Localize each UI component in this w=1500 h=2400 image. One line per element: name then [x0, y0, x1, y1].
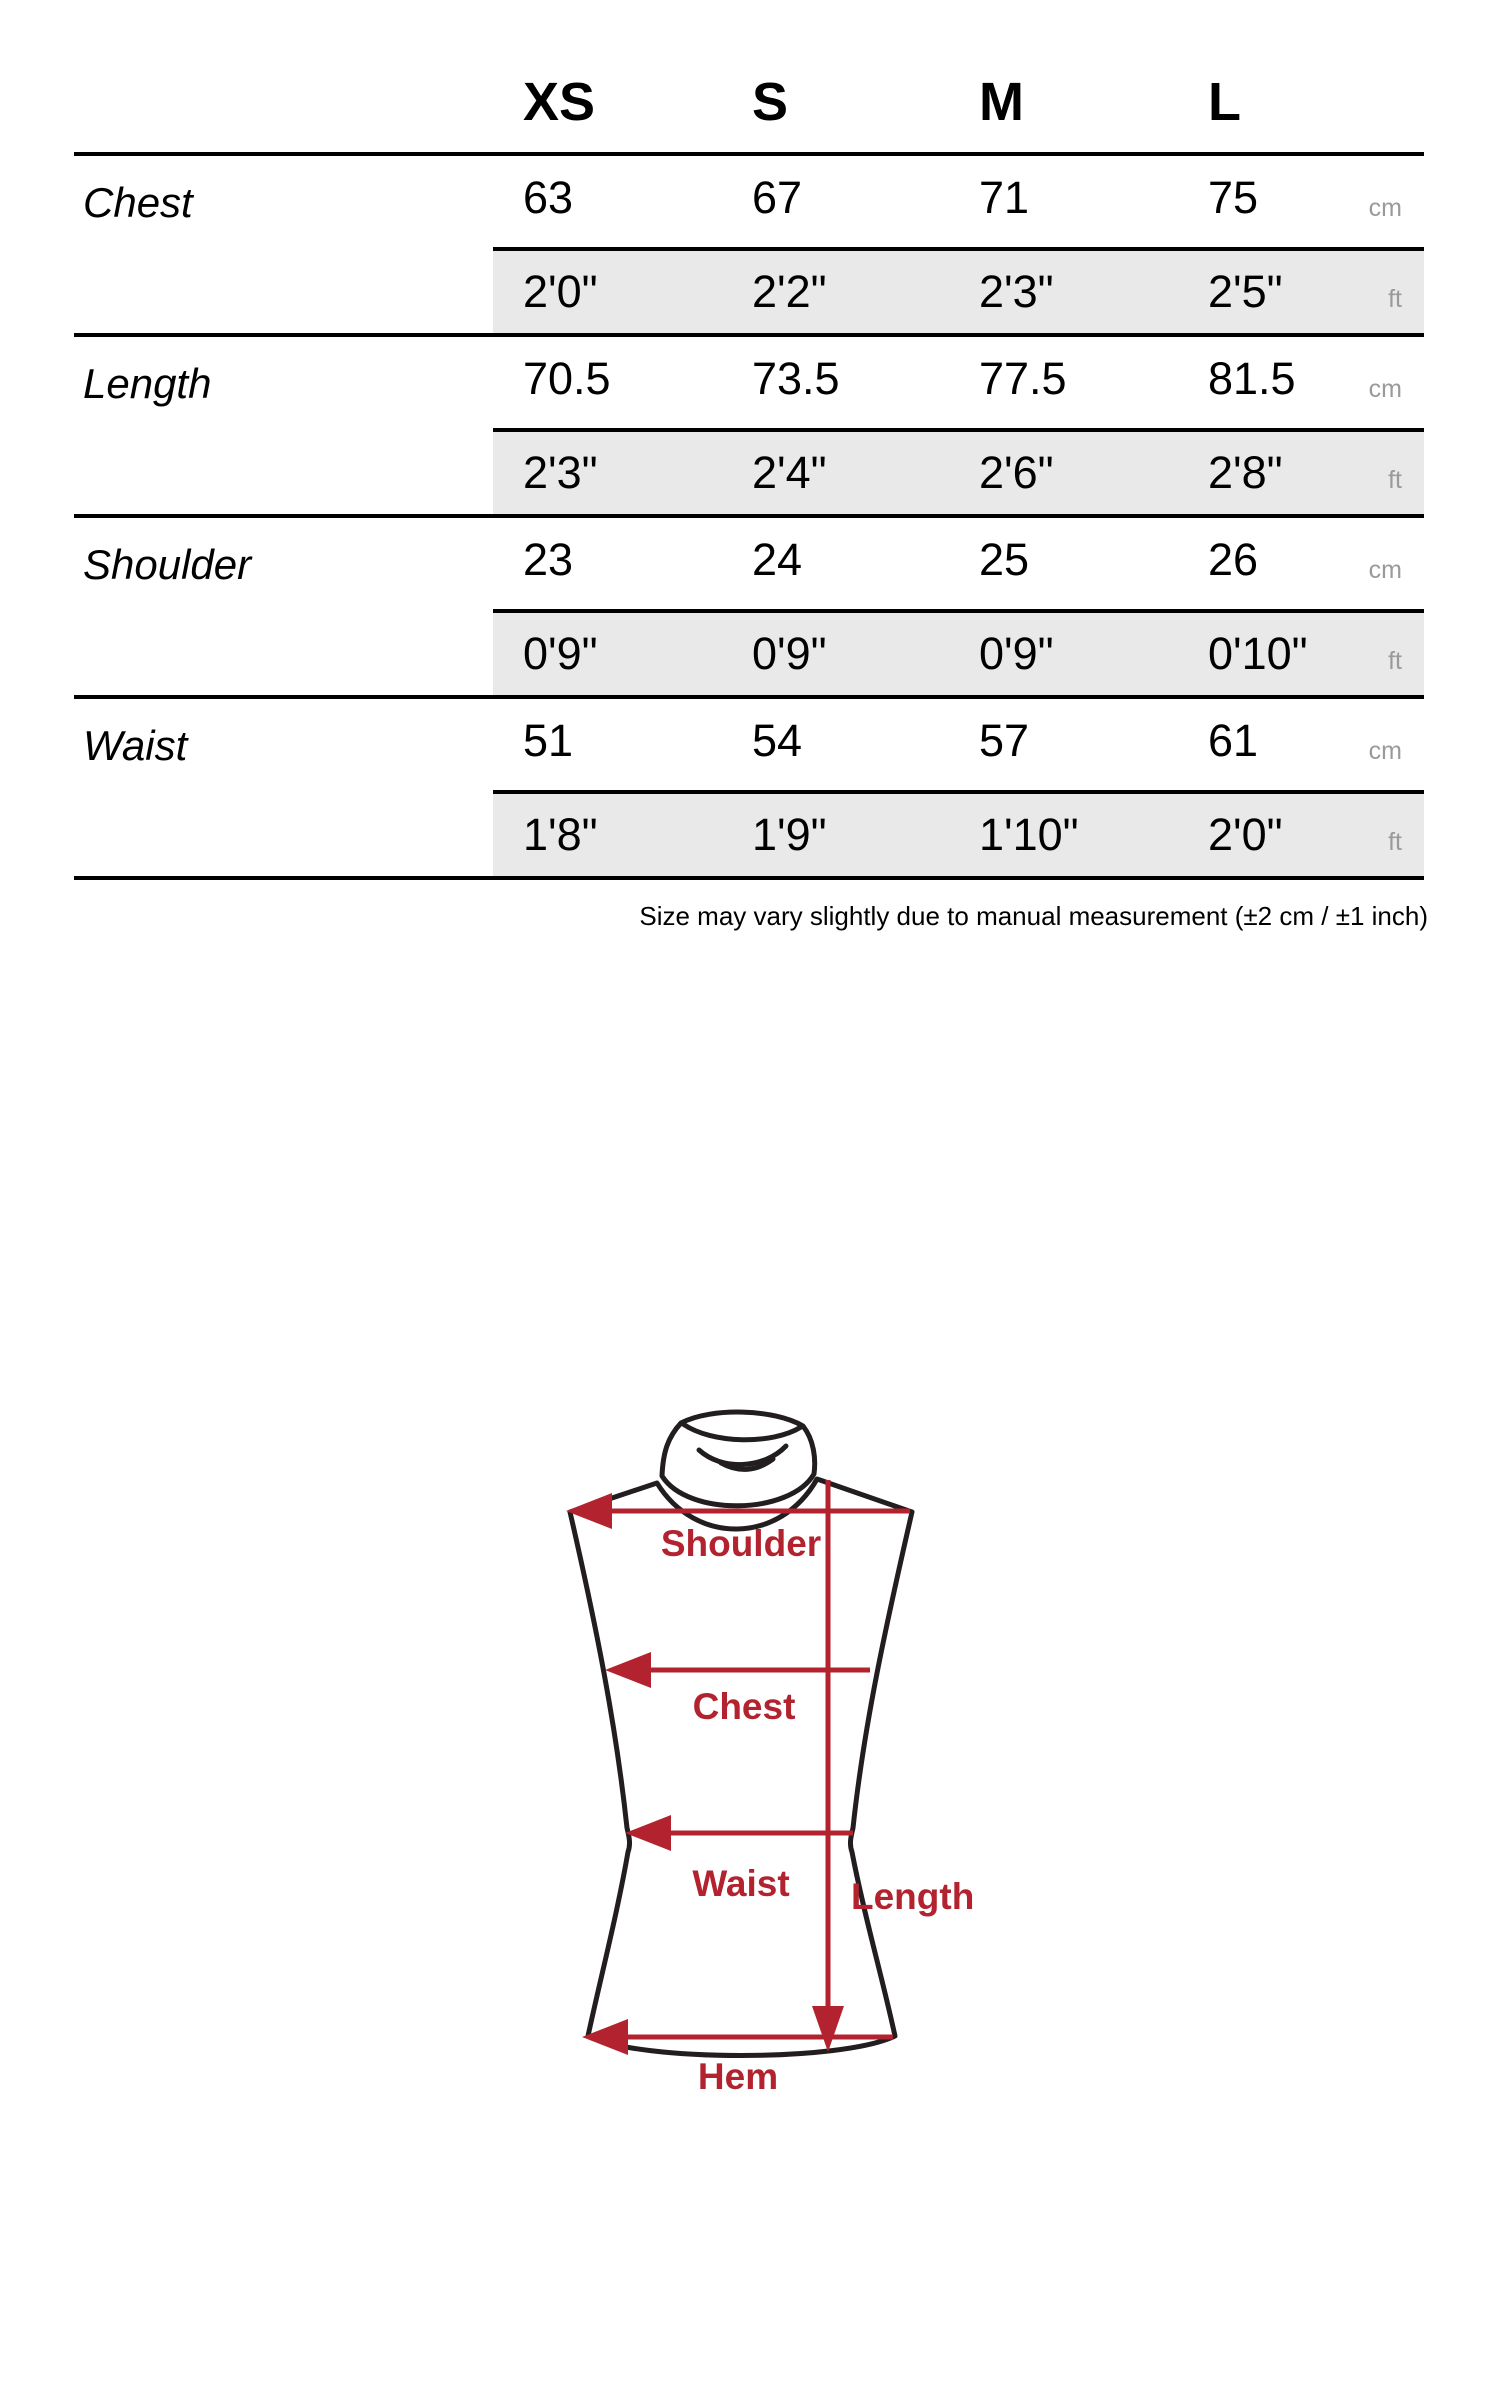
- waist-cm-m: 57: [979, 715, 1030, 766]
- waist-cm-xs: 51: [523, 715, 574, 766]
- measurement-disclaimer: Size may vary slightly due to manual measurement (±2 cm / ±1 inch): [639, 901, 1428, 931]
- shoulder-ft-l: 0'10": [1208, 628, 1308, 679]
- diagram-label-hem: Hem: [697, 2056, 779, 2097]
- waist-ft-xs: 1'8": [523, 809, 598, 860]
- garment-body-outline: [570, 1479, 912, 2056]
- chest-cm-xs: 63: [523, 172, 574, 223]
- waist-cm-row: [74, 699, 1424, 790]
- row-group-length: [74, 337, 1424, 518]
- shoulder-cm-m: 25: [979, 534, 1030, 585]
- size-header-xs: XS: [523, 72, 596, 132]
- row-label-waist: Waist: [83, 722, 188, 769]
- waist-cm-l: 61: [1208, 715, 1259, 766]
- row-group-shoulder: [74, 518, 1424, 699]
- length-cm-xs: 70.5: [523, 353, 611, 404]
- row-group-waist: [74, 699, 1424, 880]
- length-cm-l: 81.5: [1208, 353, 1296, 404]
- waist-cm-s: 54: [752, 715, 803, 766]
- length-ft-row: [74, 428, 1424, 518]
- diagram-label-waist: Waist: [692, 1863, 790, 1904]
- size-table: [74, 0, 1424, 880]
- unit-label-cm: cm: [1368, 737, 1402, 765]
- shoulder-cm-l: 26: [1208, 534, 1259, 585]
- row-label-length: Length: [83, 360, 212, 407]
- chest-cm-l: 75: [1208, 172, 1259, 223]
- waist-ft-row: [74, 790, 1424, 880]
- diagram-label-chest: Chest: [692, 1686, 796, 1727]
- chest-ft-s: 2'2": [752, 266, 827, 317]
- chest-ft-m: 2'3": [979, 266, 1054, 317]
- row-label-chest: Chest: [83, 179, 193, 226]
- unit-label-cm: cm: [1368, 194, 1402, 222]
- shoulder-ft-m: 0'9": [979, 628, 1054, 679]
- length-ft-l: 2'8": [1208, 447, 1283, 498]
- chest-ft-row: [74, 247, 1424, 337]
- waist-ft-l: 2'0": [1208, 809, 1283, 860]
- row-label-shoulder: Shoulder: [83, 541, 252, 588]
- waist-ft-s: 1'9": [752, 809, 827, 860]
- size-header-s: S: [752, 72, 789, 132]
- garment-measurement-diagram: [500, 1380, 1060, 2140]
- chest-cm-s: 67: [752, 172, 803, 223]
- length-cm-m: 77.5: [979, 353, 1067, 404]
- size-header-l: L: [1208, 72, 1241, 132]
- unit-label-ft: ft: [1388, 647, 1402, 675]
- length-ft-m: 2'6": [979, 447, 1054, 498]
- size-table-header: [74, 0, 1424, 156]
- waist-ft-m: 1'10": [979, 809, 1079, 860]
- chest-cm-row: [74, 156, 1424, 247]
- shoulder-ft-row: [74, 609, 1424, 699]
- imperial-band: [493, 247, 1424, 333]
- unit-label-ft: ft: [1388, 828, 1402, 856]
- shoulder-ft-xs: 0'9": [523, 628, 598, 679]
- row-group-chest: [74, 156, 1424, 337]
- shoulder-cm-xs: 23: [523, 534, 574, 585]
- unit-label-ft: ft: [1388, 285, 1402, 313]
- imperial-band: [493, 790, 1424, 876]
- length-ft-s: 2'4": [752, 447, 827, 498]
- chest-ft-l: 2'5": [1208, 266, 1283, 317]
- unit-label-cm: cm: [1368, 375, 1402, 403]
- length-ft-xs: 2'3": [523, 447, 598, 498]
- imperial-band: [493, 428, 1424, 514]
- diagram-label-length: Length: [851, 1876, 975, 1917]
- length-cm-row: [74, 337, 1424, 428]
- shoulder-cm-row: [74, 518, 1424, 609]
- chest-ft-xs: 2'0": [523, 266, 598, 317]
- diagram-label-shoulder: Shoulder: [660, 1523, 822, 1564]
- unit-label-cm: cm: [1368, 556, 1402, 584]
- unit-label-ft: ft: [1388, 466, 1402, 494]
- size-header-m: M: [979, 72, 1024, 132]
- length-cm-s: 73.5: [752, 353, 840, 404]
- chest-cm-m: 71: [979, 172, 1030, 223]
- shoulder-cm-s: 24: [752, 534, 803, 585]
- shoulder-ft-s: 0'9": [752, 628, 827, 679]
